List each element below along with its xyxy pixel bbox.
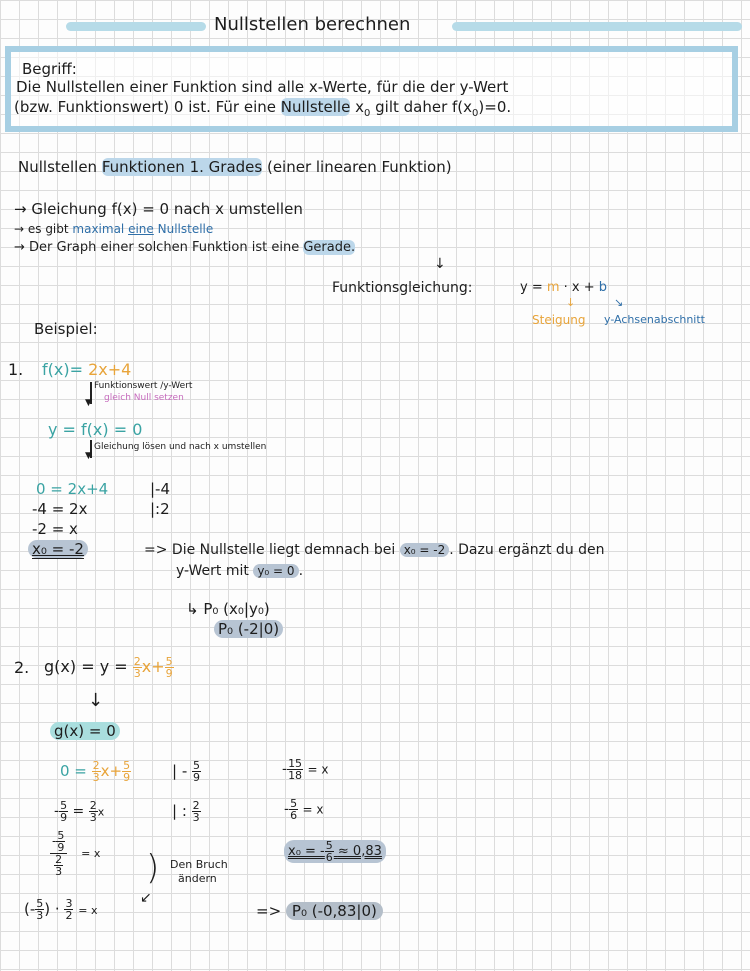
cf-eq-x: = x xyxy=(81,847,101,860)
s4-frac-c xyxy=(64,898,73,921)
r3-x0: x₀ = - xyxy=(288,844,325,859)
example-label: Beispiel: xyxy=(34,320,98,338)
cf-frac-b xyxy=(56,830,65,853)
fg-b: b xyxy=(598,280,608,295)
achsenabschnitt-label: y-Achsenabschnitt xyxy=(604,313,705,326)
ex2-frac-b xyxy=(165,656,174,679)
r1-den: 18 xyxy=(288,769,303,782)
funktionsgleichung-label: Funktionsgleichung: xyxy=(332,280,473,296)
r3-den: 6 xyxy=(325,851,333,864)
r2-frac xyxy=(289,798,298,821)
example-1-function xyxy=(42,360,131,379)
ex1-step-3: -2 = x xyxy=(32,520,78,538)
ex1-note-1: Funktionswert /y-Wert xyxy=(94,381,193,391)
s2-minus: - xyxy=(54,803,60,820)
r3-approx: ≈ 0,83 xyxy=(337,844,382,859)
s4-num-f: 5 xyxy=(36,897,44,910)
cf-num-b: 5 xyxy=(57,829,65,842)
ex1-result-line-1 xyxy=(144,542,605,558)
ex1-step-1-text: 0 = 2x+4 xyxy=(36,480,109,498)
r2-num: 5 xyxy=(290,797,298,810)
ex1-res2-a: y-Wert mit xyxy=(176,563,254,579)
ex2-gx: g(x) = y = xyxy=(44,657,133,676)
r2-eq-x: = x xyxy=(302,802,324,817)
title-underline-right xyxy=(452,22,742,31)
definition-text: (bzw. Funktionswert) 0 ist. Für eine xyxy=(14,98,281,116)
definition-line-1: Die Nullstellen einer Funktion sind alle x-Werte, für die der y-Wert xyxy=(16,78,509,96)
op2-num: 2 xyxy=(192,799,200,812)
ex2-frac-a xyxy=(133,656,142,679)
cf-frac-a xyxy=(54,854,63,877)
ex1-fx: f(x)= xyxy=(42,360,89,379)
ex2-g-zero-text: g(x) = 0 xyxy=(54,722,116,740)
op1-den: 9 xyxy=(193,771,201,784)
bullet-3-a: → Der Graph einer solchen Funktion ist eine xyxy=(14,240,304,255)
r1-frac xyxy=(287,758,303,781)
s2-num-a: 2 xyxy=(89,799,97,812)
s4-num-c: 3 xyxy=(65,897,73,910)
op2-label: | : xyxy=(172,802,192,820)
frac-a-den: 3 xyxy=(133,667,141,680)
ex2-g-zero xyxy=(50,722,120,740)
bullet-2-b: maximal xyxy=(72,222,129,236)
ex2-step-4: (- $\frac{5}{3}$ ) · $\frac{3}{2}$ = x xyxy=(24,897,98,922)
s4-dot: · xyxy=(50,900,65,918)
ex2-x-plus: x+ xyxy=(141,657,165,676)
ex2-arrow-icon: ↓ xyxy=(88,690,104,711)
ex1-step-4: x₀ = -2 xyxy=(28,540,88,558)
ex1-step-2-op: |:2 xyxy=(150,500,170,518)
s4-den-c: 2 xyxy=(65,909,73,922)
ex1-step-1-op: |-4 xyxy=(150,480,171,498)
bullet-2-a: → es gibt xyxy=(14,222,73,236)
r3-frac xyxy=(325,840,334,863)
r3-num: 5 xyxy=(325,839,333,852)
definition-f: gilt daher f(x xyxy=(370,98,473,116)
m-arrow-icon: ↓ xyxy=(566,296,576,309)
definition-label: Begriff: xyxy=(22,60,77,78)
op2-frac xyxy=(192,800,201,823)
title-underline-left xyxy=(66,22,206,31)
ex2-step-3 xyxy=(50,830,100,877)
ex1-result-line-2 xyxy=(176,563,303,579)
bullet-3 xyxy=(14,240,355,255)
fg-y: y = xyxy=(520,280,547,295)
s1-frac-b-num: 5 xyxy=(123,759,131,772)
s2-num-b: 5 xyxy=(60,799,68,812)
ex1-note-3: Gleichung lösen und nach x umstellen xyxy=(94,442,267,452)
ex2-step1-zero: 0 = xyxy=(60,762,92,780)
funktionsgleichung xyxy=(520,280,607,295)
cf-den-b: 9 xyxy=(57,841,65,854)
ex1-arrow-head-2: ▼ xyxy=(85,451,92,461)
frac-b-num: 5 xyxy=(165,655,173,668)
definition-end: )=0. xyxy=(478,98,512,116)
heading-part-a: Nullstellen xyxy=(18,158,102,176)
bullet-2-d: Nullstelle xyxy=(153,222,214,236)
ex2-right-1 xyxy=(282,758,329,781)
fg-x: · x + xyxy=(559,280,599,295)
heading-part-c: (einer linearen Funktion) xyxy=(262,158,452,176)
ex2-right-3 xyxy=(284,840,386,863)
cf-minus: - xyxy=(52,834,57,848)
ex1-res2-c: . xyxy=(298,563,304,579)
bracket-icon: ) xyxy=(146,848,160,888)
ex1-res2-b: y₀ = 0 xyxy=(253,564,298,578)
example-2-number: 2. xyxy=(14,658,30,677)
bruch-note-2: ändern xyxy=(178,872,217,885)
ex1-point-general: ↳ P₀ (x₀|y₀) xyxy=(186,600,270,618)
definition-x-sub: 0 xyxy=(363,108,371,119)
s2-den-a: 3 xyxy=(89,811,97,824)
ex1-y-equation: y = f(x) = 0 xyxy=(48,420,143,439)
heading-part-b: Funktionen 1. Grades xyxy=(101,158,263,176)
section-heading xyxy=(18,158,452,176)
ex1-step-1 xyxy=(36,480,108,498)
r2-den: 6 xyxy=(290,809,298,822)
s4-minus: - xyxy=(29,900,36,918)
ex2-final xyxy=(256,902,383,920)
cf-num-a: 2 xyxy=(55,853,63,866)
s2-frac-b xyxy=(59,800,68,823)
r1-eq-x: = x xyxy=(307,762,329,777)
ex1-expr: 2x+4 xyxy=(88,360,132,379)
s1-frac-b-den: 9 xyxy=(123,771,131,784)
ex2-step-1 xyxy=(60,760,131,783)
b-arrow-icon: ↘ xyxy=(614,296,624,309)
definition-line-2 xyxy=(14,98,511,119)
final-point: P₀ (-0,83|0) xyxy=(286,902,383,920)
ex1-point-value: P₀ (-2|0) xyxy=(214,620,283,638)
steigung-label: Steigung xyxy=(532,313,586,327)
cf-den-a: 3 xyxy=(55,865,63,878)
fg-m: m xyxy=(546,280,560,295)
r1-minus: - xyxy=(282,761,288,778)
op1-num: 5 xyxy=(193,759,201,772)
bruch-note-1: Den Bruch xyxy=(170,858,228,871)
s2-eq: = xyxy=(72,803,85,820)
ex2-step-1-op xyxy=(172,760,201,783)
example-1-number: 1. xyxy=(8,360,24,379)
ex2-step-2-op xyxy=(172,800,201,823)
r2-minus: - xyxy=(284,801,290,818)
bullet-3-b: Gerade. xyxy=(303,240,356,255)
ex1-res1-a: => Die Nullstelle liegt demnach bei xyxy=(144,542,400,558)
s2-den-b: 9 xyxy=(60,811,68,824)
complex-num xyxy=(50,830,67,854)
ex1-res1-c: . Dazu ergänzt du den xyxy=(449,542,605,558)
ex2-step1-frac-b xyxy=(122,760,131,783)
definition-nullstelle: Nullstelle xyxy=(280,98,351,116)
definition-x: x xyxy=(350,98,364,116)
definition-f-sub: 0 xyxy=(472,108,479,119)
page-title: Nullstellen berechnen xyxy=(214,14,411,35)
s1-frac-a-den: 3 xyxy=(92,771,100,784)
ex2-step-2 xyxy=(54,800,104,823)
ex1-note-2: gleich Null setzen xyxy=(104,393,184,403)
bullet-2 xyxy=(14,222,213,236)
ex1-res1-b: x₀ = -2 xyxy=(400,543,450,557)
ex2-step1-frac-a xyxy=(92,760,101,783)
s1-frac-a-num: 2 xyxy=(92,759,100,772)
ex1-arrow-head-1: ▼ xyxy=(85,398,92,408)
s4-eq-x: = x xyxy=(78,904,98,917)
s4-frac-f xyxy=(35,898,44,921)
example-2-function xyxy=(44,656,174,679)
ex2-step1-xplus: x+ xyxy=(100,762,123,780)
s4-den-f: 3 xyxy=(36,909,44,922)
frac-b-den: 9 xyxy=(165,667,173,680)
bullet-1: → Gleichung f(x) = 0 nach x umstellen xyxy=(14,200,303,218)
s2-frac-a xyxy=(89,800,98,823)
complex-frac xyxy=(50,830,67,877)
bullet-2-c: eine xyxy=(128,222,154,236)
s2-x: x xyxy=(97,805,105,819)
ex2-right-2 xyxy=(284,798,324,821)
r1-num: 15 xyxy=(288,757,303,770)
curve-arrow-icon: ↙ xyxy=(140,890,152,906)
ex1-step-2: -4 = 2x xyxy=(32,500,88,518)
op1-label: | - xyxy=(172,762,193,780)
op2-den: 3 xyxy=(192,811,200,824)
op1-frac xyxy=(192,760,201,783)
arrow-down-icon: ↓ xyxy=(434,256,446,272)
final-arrow: => xyxy=(256,902,286,920)
frac-a-num: 2 xyxy=(133,655,141,668)
